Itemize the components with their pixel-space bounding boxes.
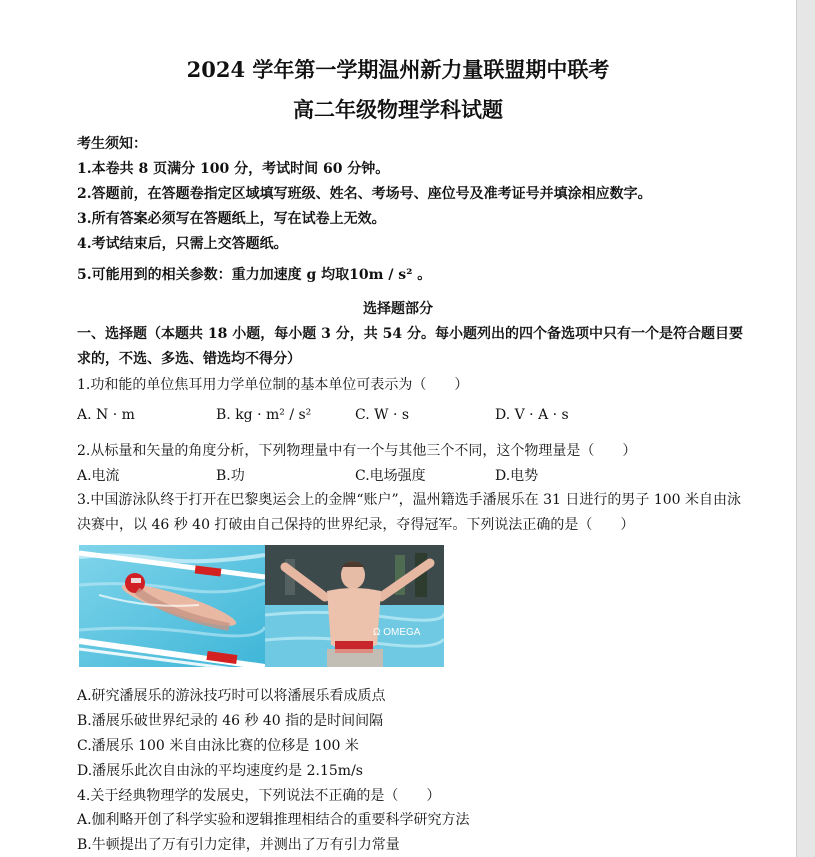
exam-title: 2024 学年第一学期温州新力量联盟期中联考 <box>186 57 610 82</box>
notice-item: 3.所有答案必须写在答题纸上，写在试卷上无效。 <box>77 211 386 227</box>
option-b: B.牛顿提出了万有引力定律，并测出了万有引力常量 <box>77 837 400 853</box>
option-a: A.伽利略开创了科学实验和逻辑推理相结合的重要科学研究方法 <box>77 812 470 828</box>
swimmer-photo <box>79 545 265 667</box>
section-intro: 求的，不选、多选、错选均不得分） <box>77 351 301 367</box>
option-d: D.潘展乐此次自由泳的平均速度约是 2.15m/s <box>77 763 363 779</box>
question-stem: 4.关于经典物理学的发展史，下列说法不正确的是（ ） <box>77 788 441 804</box>
champion-photo <box>265 545 444 667</box>
option-c: C. W · s <box>355 407 410 423</box>
option-a: A. N · m <box>77 407 135 423</box>
notice-heading: 考生须知： <box>77 136 147 152</box>
question-stem: 1.功和能的单位焦耳用力学单位制的基本单位可表示为（ ） <box>77 377 469 393</box>
option-b: B.功 <box>216 468 245 484</box>
notice-item: 1.本卷共 8 页满分 100 分，考试时间 60 分钟。 <box>77 161 390 177</box>
question-stem: 决赛中，以 46 秒 40 打破由自己保持的世界纪录，夺得冠军。下列说法正确的是（ ） <box>77 517 635 533</box>
notice-item: 2.答题前，在答题卷指定区域填写班级、姓名、考场号、座位号及准考证号并填涂相应数字。 <box>77 186 652 202</box>
notice-item: 5.可能用到的相关参数：重力加速度 g 均取10m / s² 。 <box>77 267 432 283</box>
question-stem: 3.中国游泳队终于打开在巴黎奥运会上的金牌“账户”，温州籍选手潘展乐在 31 日进行的男子 100 米自由泳 <box>77 492 742 508</box>
section-title: 选择题部分 <box>363 301 433 317</box>
option-a: A.研究潘展乐的游泳技巧时可以将潘展乐看成质点 <box>77 688 386 704</box>
section-intro: 一、选择题（本题共 18 小题，每小题 3 分，共 54 分。每小题列出的四个备选项中只有一个是符合题目要 <box>77 326 743 342</box>
option-c: C.电场强度 <box>355 468 426 484</box>
option-c: C.潘展乐 100 米自由泳比赛的位移是 100 米 <box>77 738 359 754</box>
notice-item: 4.考试结束后，只需上交答题纸。 <box>77 236 288 252</box>
option-d: D. V · A · s <box>495 407 569 423</box>
option-b: B.潘展乐破世界纪录的 46 秒 40 指的是时间间隔 <box>77 713 384 729</box>
option-d: D.电势 <box>495 468 539 484</box>
exam-subtitle: 高二年级物理学科试题 <box>293 97 503 122</box>
omega-logo-text: Ω OMEGA <box>373 627 421 638</box>
option-a: A.电流 <box>77 468 120 484</box>
question-stem: 2.从标量和矢量的角度分析，下列物理量中有一个与其他三个不同，这个物理量是（ ） <box>77 443 637 459</box>
option-b: B. kg · m² / s² <box>216 407 312 423</box>
